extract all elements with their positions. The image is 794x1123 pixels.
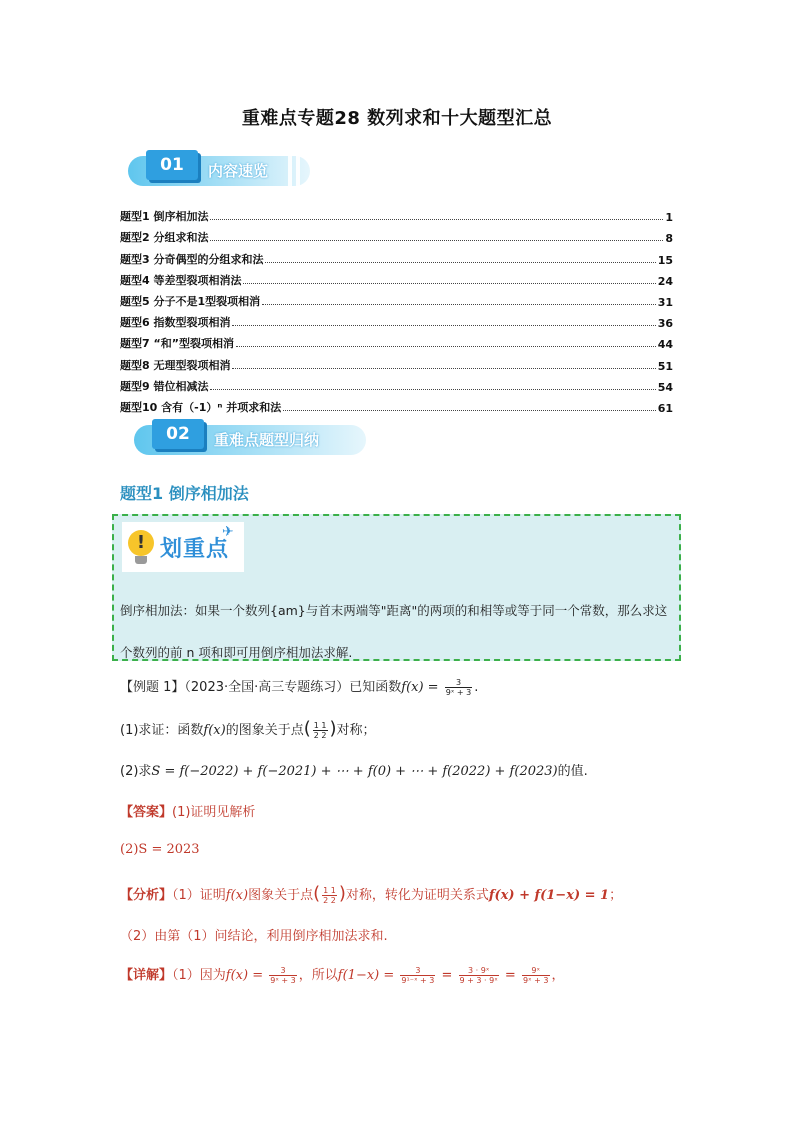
toc-leader (232, 325, 655, 326)
section-banner-overview (128, 150, 310, 186)
toc-item[interactable] (120, 309, 673, 330)
toc-item-title: 题型10 含有（-1）ⁿ 并项求和法 (120, 400, 282, 414)
section-banner-types (134, 419, 366, 455)
toc-item[interactable] (120, 267, 673, 288)
toc-item-title: 题型6 指数型裂项相消 (120, 316, 231, 330)
fraction-denominator: 9ˣ + 3 (445, 688, 472, 697)
fraction (400, 966, 435, 985)
fraction-denominator: 9 + 3 · 9ˣ (459, 976, 498, 985)
fraction-numerator: 9ˣ (531, 966, 541, 975)
toc-item[interactable] (120, 288, 673, 309)
analysis-line: 【分析】（1）证明f(x)图象关于点( $\frac{1 1}{2 2}$ )对称，转化为证明关系式f(x) + f(1−x) = 1； (120, 883, 623, 905)
toc-leader (232, 368, 655, 369)
analysis-text: （1）证明 (172, 888, 226, 903)
analysis-text-2: 图象关于点 (248, 888, 314, 903)
detail-function-2: f(1−x) = (337, 968, 395, 983)
toc-item-page: 1 (665, 211, 673, 225)
point-numerator: 1 1 (313, 721, 327, 730)
key-point-label: 划重点 (160, 537, 230, 562)
analysis-expression: f(x) + f(1−x) = 1 (488, 888, 610, 903)
toc-item[interactable] (120, 330, 673, 351)
toc-item[interactable] (120, 394, 673, 415)
q1-function: f(x) (203, 723, 226, 738)
toc-item-title: 题型5 分子不是1型裂项相消 (120, 294, 261, 308)
toc-item-title: 题型2 分组求和法 (120, 231, 209, 245)
key-point-badge (122, 522, 244, 572)
analysis-line-2: （2）由第（1）问结论，利用倒序相加法求和. (120, 929, 388, 944)
point-numerator: 1 1 (323, 886, 336, 895)
detail-end: ， (551, 968, 565, 983)
toc-item-title: 题型7 “和”型裂项相消 (120, 337, 234, 351)
toc-item-title: 题型9 错位相减法 (120, 379, 209, 393)
toc-item[interactable] (120, 245, 673, 266)
point-denominator: 2 2 (323, 896, 336, 905)
lightbulb-base (135, 556, 147, 564)
toc-item-page: 24 (657, 274, 673, 288)
q2-text: (2)求 (120, 764, 152, 779)
fraction-numerator: 3 (415, 966, 421, 975)
function-def: f(x) = (401, 680, 439, 695)
q1-text-3: 对称； (336, 723, 376, 738)
toc-item[interactable] (120, 373, 673, 394)
analysis-function: f(x) (225, 888, 249, 903)
paper-plane-icon: ✈ (222, 524, 234, 540)
fraction-numerator: 3 · 9ˣ (467, 966, 490, 975)
fraction (269, 966, 297, 985)
toc-leader (262, 304, 656, 305)
fraction-denominator: 9ˣ + 3 (522, 976, 549, 985)
analysis-text-3: 对称，转化为证明关系式 (345, 888, 489, 903)
detail-line: 【详解】（1）因为f(x) = $\frac{3}{\text{9ˣ + 3}}$ ，所以f(1−x) = $\frac{3}{\text{9¹⁻ˣ + 3}}$ = $\frac{\text{3 · 9ˣ}}{\text{9 + 3 · 9ˣ}}$ = $\frac{\text{9ˣ}}{\text{9ˣ + 3}}$ ， (120, 966, 565, 985)
toc-leader (210, 389, 655, 390)
toc-item-title: 题型8 无理型裂项相消 (120, 358, 231, 372)
fraction-numerator: 3 (280, 966, 286, 975)
fraction (459, 966, 499, 985)
toc-item[interactable] (120, 224, 673, 245)
q2-text-2: 的值. (557, 764, 588, 779)
toc-item-title: 题型3 分奇偶型的分组求和法 (120, 252, 264, 266)
banner-label: 内容速览 (208, 162, 269, 180)
toc-item-page: 15 (657, 253, 673, 267)
fraction-denominator: 9¹⁻ˣ + 3 (401, 976, 435, 985)
banner-stripes (288, 156, 304, 186)
question-2 (120, 760, 588, 779)
toc-item-page: 51 (657, 359, 673, 373)
key-point-box (112, 514, 681, 661)
analysis-text-4: ； (609, 888, 623, 903)
question-1: (1)求证：函数f(x)的图象关于点( $\frac{1 1}{2 2}$ )对称； (120, 718, 376, 740)
detail-text: （1）因为 (172, 968, 226, 983)
point-fraction (322, 886, 337, 905)
toc-leader (236, 346, 656, 347)
lightbulb-icon: ! (128, 530, 154, 556)
answer-label: 【答案】 (120, 805, 173, 820)
q1-text-2: 的图象关于点 (225, 723, 304, 738)
q1-text: (1)求证：函数 (120, 723, 204, 738)
detail-function: f(x) = (225, 968, 264, 983)
table-of-contents (120, 203, 673, 415)
fraction (445, 678, 473, 697)
fraction (522, 966, 550, 985)
answer-line (120, 801, 255, 820)
toc-leader (210, 219, 663, 220)
toc-item-page: 36 (657, 317, 673, 331)
banner-number: 02 (152, 419, 204, 449)
toc-leader (243, 283, 655, 284)
toc-leader (265, 262, 655, 263)
detail-text-2: ，所以 (298, 968, 338, 983)
example-prefix: 【例题 1】（2023·全国·高三专题练习）已知函数 (120, 680, 402, 695)
toc-item-page: 31 (657, 295, 673, 309)
banner-label: 重难点题型归纳 (214, 431, 320, 449)
analysis-label: 【分析】 (120, 888, 173, 903)
key-point-text: 倒序相加法：如果一个数列{am}与首末两端等"距离"的两项的和相等或等于同一个常数，那么求这个数列的前 n 项和即可用倒序相加法求解. (120, 603, 668, 660)
answer-text: (1)证明见解析 (172, 805, 256, 820)
toc-item-page: 8 (665, 232, 673, 246)
toc-item[interactable] (120, 351, 673, 372)
page-title: 重难点专题28 数列求和十大题型汇总 (241, 108, 553, 129)
example-suffix: . (474, 680, 479, 695)
toc-item-page: 54 (657, 380, 673, 394)
point-fraction (313, 721, 328, 740)
fraction-denominator: 9ˣ + 3 (270, 976, 296, 985)
answer-line-2: (2)S = 2023 (120, 842, 200, 857)
toc-item[interactable] (120, 203, 673, 224)
section-heading: 题型1 倒序相加法 (120, 484, 249, 503)
toc-leader (283, 410, 655, 411)
point-denominator: 2 2 (313, 731, 327, 740)
toc-item-page: 44 (657, 338, 673, 352)
toc-item-title: 题型1 倒序相加法 (120, 210, 209, 224)
banner-number: 01 (146, 150, 198, 180)
q2-expression: S = f(−2022) + f(−2021) + ⋯ + f(0) + ⋯ + f(2022) + f(2023) (151, 764, 558, 779)
toc-item-title: 题型4 等差型裂项相消法 (120, 273, 242, 287)
example-statement (120, 676, 478, 697)
fraction-numerator: 3 (455, 678, 462, 687)
detail-label: 【详解】 (120, 968, 173, 983)
toc-item-page: 61 (657, 401, 673, 415)
toc-leader (210, 240, 663, 241)
